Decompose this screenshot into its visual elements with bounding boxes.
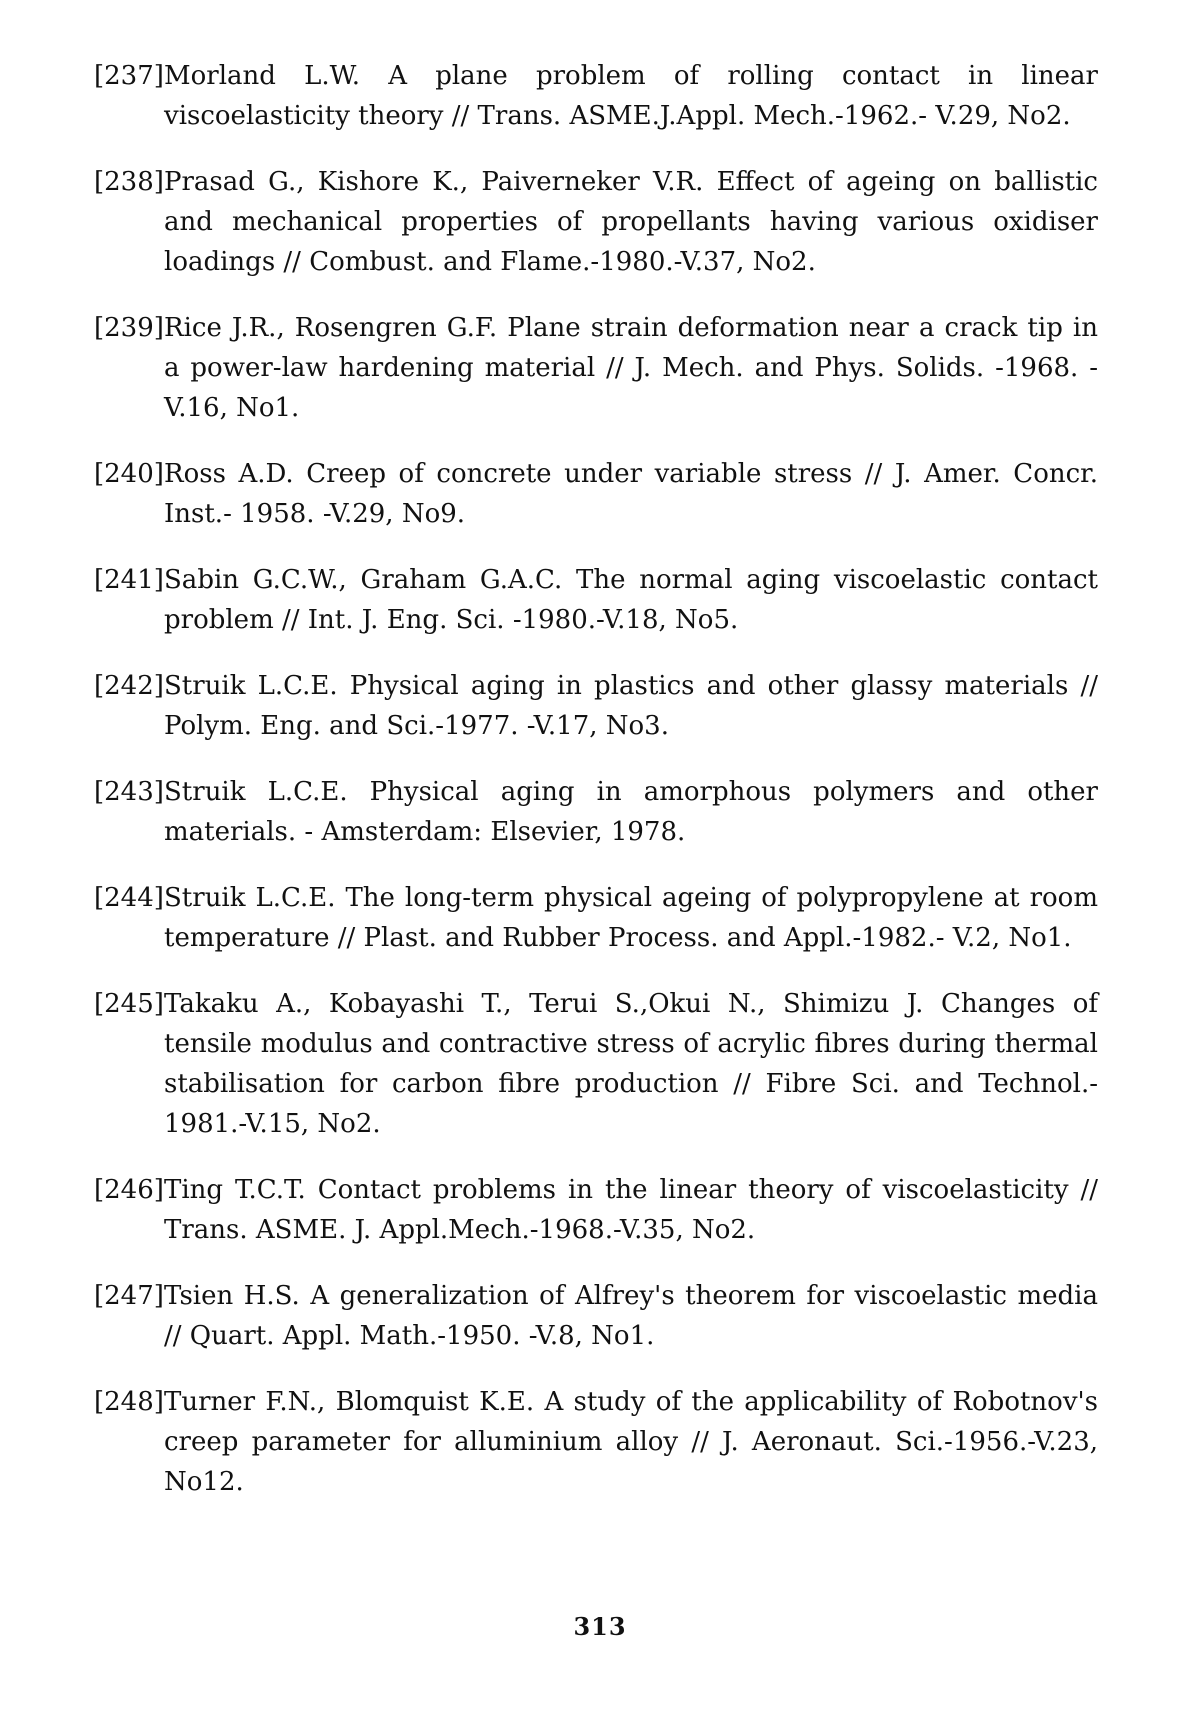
reference-list	[94, 56, 1098, 1502]
reference-number: [238]	[94, 167, 164, 197]
reference-item	[94, 1276, 1098, 1356]
reference-number: [242]	[94, 671, 164, 701]
reference-text: Sabin G.C.W., Graham G.A.C. The normal aging viscoelastic contact problem // Int. J. Eng. Sci. -1980.-V.18, No5.	[164, 565, 1098, 635]
reference-text: Ting T.C.T. Contact problems in the linear theory of viscoelasticity // Trans. ASME. J. Appl.Mech.-1968.-V.35, No2.	[164, 1175, 1098, 1245]
reference-number: [237]	[94, 61, 164, 91]
reference-number: [248]	[94, 1387, 164, 1417]
reference-text: Turner F.N., Blomquist K.E. A study of the applicability of Robotnov's creep parameter for alluminium alloy // J. Aeronaut. Sci.-1956.-V.23, No12.	[164, 1387, 1098, 1497]
reference-item	[94, 162, 1098, 282]
reference-text: Ross A.D. Creep of concrete under variable stress // J. Amer. Concr. Inst.- 1958. -V.29, No9.	[164, 459, 1098, 529]
reference-text: Struik L.C.E. Physical aging in amorphous polymers and other materials. - Amsterdam: Elsevier, 1978.	[164, 777, 1098, 847]
reference-text: Struik L.C.E. Physical aging in plastics and other glassy materials // Polym. Eng. and Sci.-1977. -V.17, No3.	[164, 671, 1098, 741]
reference-number: [246]	[94, 1175, 164, 1205]
reference-item	[94, 308, 1098, 428]
reference-number: [245]	[94, 989, 164, 1019]
reference-item	[94, 984, 1098, 1144]
reference-item	[94, 454, 1098, 534]
reference-item	[94, 666, 1098, 746]
reference-item	[94, 1382, 1098, 1502]
reference-page	[94, 56, 1098, 1528]
reference-text: Morland L.W. A plane problem of rolling contact in linear viscoelasticity theory // Trans. ASME.J.Appl. Mech.-1962.- V.29, No2.	[164, 61, 1098, 131]
reference-item	[94, 1170, 1098, 1250]
reference-number: [243]	[94, 777, 164, 807]
reference-number: [244]	[94, 883, 164, 913]
reference-item	[94, 560, 1098, 640]
reference-text: Takaku A., Kobayashi T., Terui S.,Okui N., Shimizu J. Changes of tensile modulus and contractive stress of acrylic fibres during thermal stabilisation for carbon fibre production // Fibre Sci. and Technol.- 1981.-V.15, No2.	[164, 989, 1098, 1139]
reference-text: Struik L.C.E. The long-term physical ageing of polypropylene at room temperature // Plast. and Rubber Process. and Appl.-1982.- V.2, No1.	[164, 883, 1098, 953]
reference-number: [240]	[94, 459, 164, 489]
reference-item	[94, 772, 1098, 852]
reference-item	[94, 878, 1098, 958]
page-number: 313	[573, 1612, 627, 1641]
reference-text: Rice J.R., Rosengren G.F. Plane strain deformation near a crack tip in a power-law hardening material // J. Mech. and Phys. Solids. -1968. -V.16, No1.	[164, 313, 1098, 423]
reference-text: Tsien H.S. A generalization of Alfrey's theorem for viscoelastic media // Quart. Appl. Math.-1950. -V.8, No1.	[164, 1281, 1098, 1351]
reference-number: [241]	[94, 565, 164, 595]
reference-number: [247]	[94, 1281, 164, 1311]
reference-text: Prasad G., Kishore K., Paiverneker V.R. Effect of ageing on ballistic and mechanical properties of propellants having various oxidiser loadings // Combust. and Flame.-1980.-V.37, No2.	[164, 167, 1098, 277]
reference-item	[94, 56, 1098, 136]
reference-number: [239]	[94, 313, 164, 343]
